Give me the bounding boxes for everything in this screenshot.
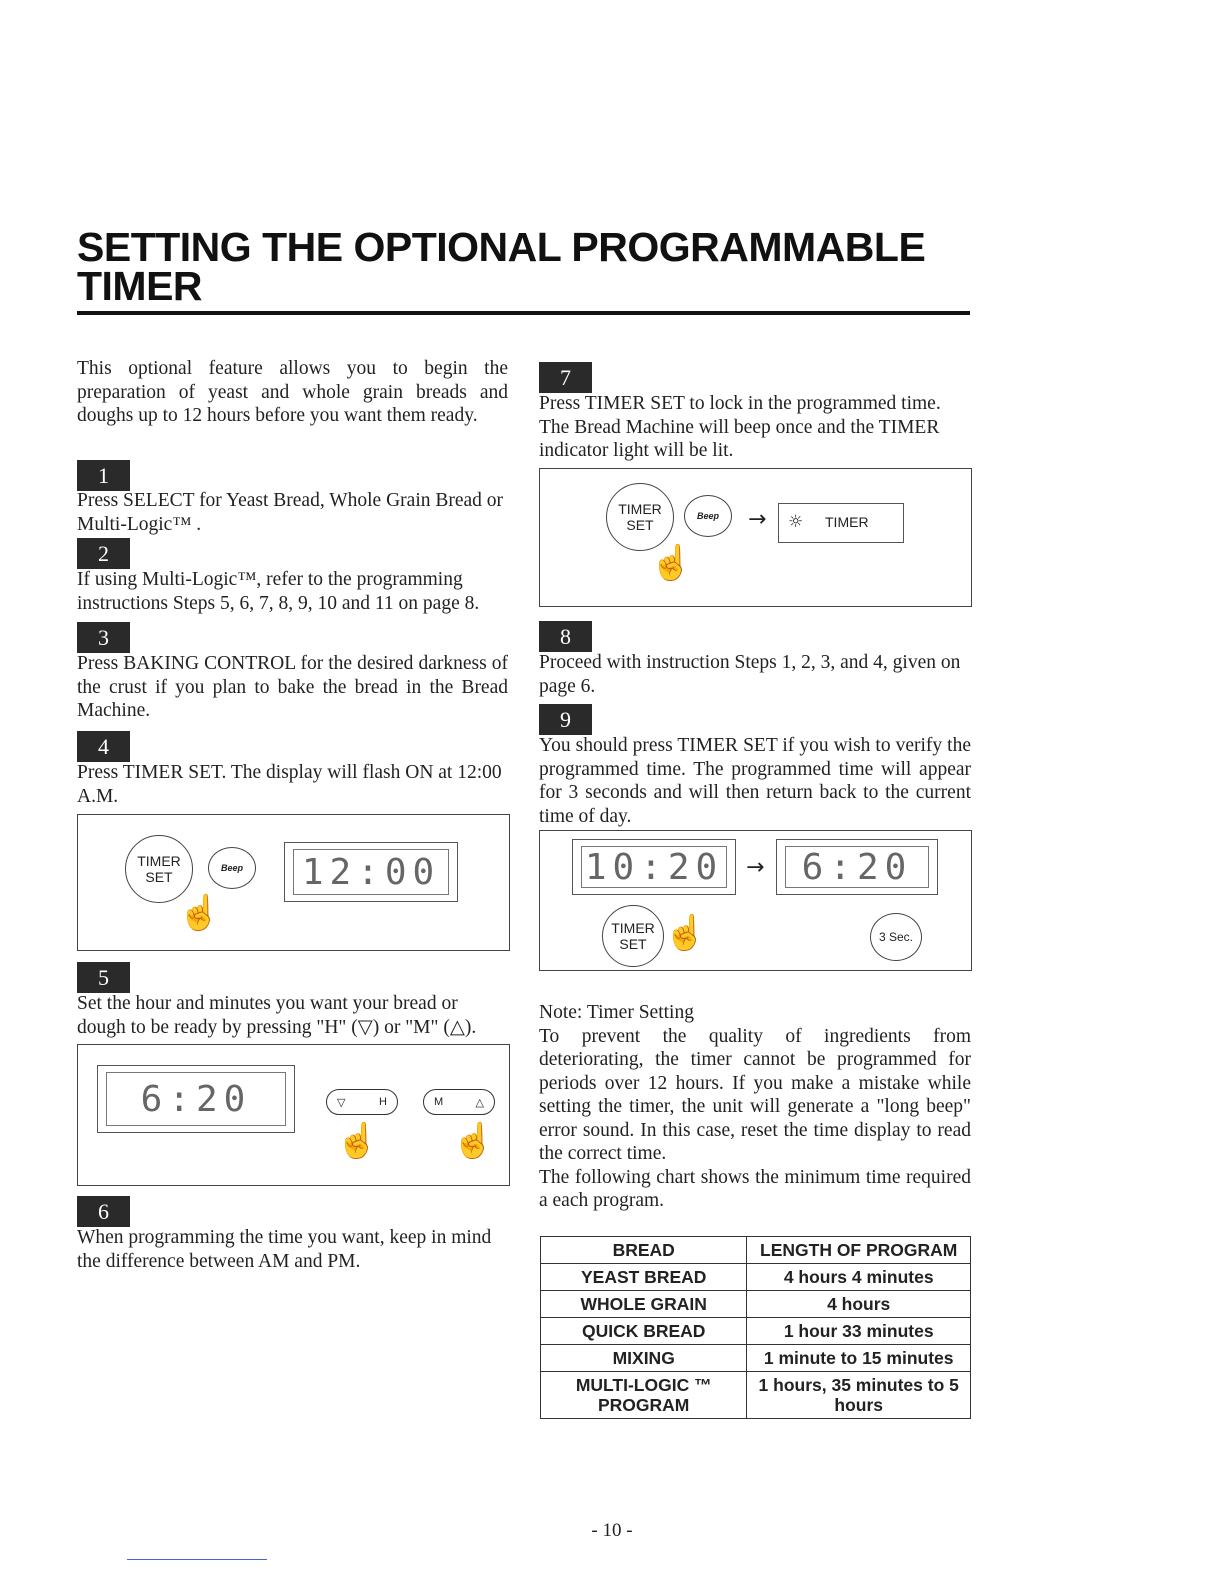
bread-cell: WHOLE GRAIN (541, 1291, 747, 1318)
lcd-display (97, 1065, 295, 1133)
pointing-hand-icon: ☝ (452, 1121, 495, 1161)
timer-indicator-panel (778, 503, 904, 543)
beep-bubble (208, 847, 256, 889)
timer-note (539, 1001, 971, 1213)
step-7 (539, 362, 971, 463)
step-number-badge: 7 (539, 362, 592, 393)
step-text: Set the hour and minutes you want your bread or dough to be ready by pressing "H" (▽) or "M" (△). (77, 993, 477, 1038)
timer-set-button[interactable] (606, 483, 674, 551)
lcd-digits: 6:20 (785, 846, 929, 888)
arrow-right-icon: → (748, 507, 767, 532)
step-number-badge: 6 (77, 1196, 130, 1227)
figure-timer-set-1200 (77, 814, 510, 951)
pointing-hand-icon: ☝ (336, 1121, 379, 1161)
step-number-badge: 4 (77, 731, 130, 762)
step-text: You should press TIMER SET if you wish to verify the programmed time. The programmed time will appear for 3 seconds and will then return back to the current time of day. (539, 735, 971, 827)
pointing-hand-icon: ☝ (178, 893, 221, 933)
minute-label: M (434, 1096, 444, 1108)
link-underline (127, 1559, 267, 1560)
minute-button[interactable] (423, 1089, 495, 1115)
timer-label: TIMER (618, 501, 662, 517)
left-column (77, 357, 508, 428)
table-row (541, 1318, 971, 1345)
header-bread: BREAD (541, 1237, 747, 1264)
set-label: SET (626, 517, 654, 533)
table-row (541, 1345, 971, 1372)
step-8 (539, 621, 971, 698)
light-burst-icon: ☼ (788, 512, 804, 532)
set-label: SET (619, 936, 647, 952)
up-triangle-icon: △ (475, 1096, 484, 1109)
step-5 (77, 962, 508, 1039)
step-2 (77, 538, 508, 615)
lcd-display (284, 842, 458, 902)
three-second-bubble (870, 913, 922, 961)
step-text: If using Multi-Logic™, refer to the programming instructions Steps 5, 6, 7, 8, 9, 10 and 11 on page 8. (77, 569, 480, 614)
step-9 (539, 704, 971, 828)
figure-set-hour-minute (77, 1044, 510, 1186)
length-cell: 4 hours 4 minutes (747, 1264, 971, 1291)
title-rule (77, 311, 970, 315)
step-number-badge: 1 (77, 460, 130, 491)
timer-set-button[interactable] (602, 905, 664, 967)
step-6 (77, 1196, 508, 1273)
bread-cell: MIXING (541, 1345, 747, 1372)
hour-button[interactable] (326, 1089, 398, 1115)
step-text: Press BAKING CONTROL for the desired darkness of the crust if you plan to bake the bread in the Bread Machine. (77, 653, 508, 721)
step-number-badge: 2 (77, 538, 130, 569)
lcd-digits: 6:20 (106, 1072, 286, 1126)
page-title: SETTING THE OPTIONAL PROGRAMMABLE TIMER (77, 224, 926, 309)
step-4 (77, 731, 508, 808)
set-label: SET (145, 869, 173, 885)
step-number-badge: 9 (539, 704, 592, 735)
step-number-badge: 5 (77, 962, 130, 993)
pointing-hand-icon: ☝ (650, 543, 693, 583)
program-length-table (540, 1236, 971, 1419)
timer-indicator-label: TIMER (825, 514, 869, 530)
timer-label: TIMER (137, 853, 181, 869)
step-text: Press TIMER SET to lock in the programmed time. The Bread Machine will beep once and the TIMER indicator light will be lit. (539, 393, 941, 461)
bread-cell: YEAST BREAD (541, 1264, 747, 1291)
beep-bubble (684, 495, 732, 537)
step-text: Proceed with instruction Steps 1, 2, 3, and 4, given on page 6. (539, 652, 961, 697)
down-triangle-icon: ▽ (337, 1096, 346, 1109)
step-1 (77, 460, 508, 536)
figure-verify-time (539, 830, 972, 971)
beep-label: Beep (220, 863, 243, 873)
lcd-display (776, 839, 938, 895)
length-cell: 1 hours, 35 minutes to 5 hours (747, 1372, 971, 1419)
pointing-hand-icon: ☝ (664, 913, 707, 953)
header-length: LENGTH OF PROGRAM (747, 1237, 971, 1264)
timer-label: TIMER (611, 920, 655, 936)
step-3 (77, 622, 508, 723)
step-text: Press SELECT for Yeast Bread, Whole Grain Bread or Multi-Logic™ . (77, 490, 504, 535)
table-row (541, 1291, 971, 1318)
length-cell: 4 hours (747, 1291, 971, 1318)
note-label: Note: (539, 1002, 583, 1023)
step-number-badge: 8 (539, 621, 592, 652)
step-number-badge: 3 (77, 622, 130, 653)
intro-paragraph: This optional feature allows you to begin the preparation of yeast and whole grain breads and doughs up to 12 hours before you want them ready. (77, 358, 508, 426)
step-text: Press TIMER SET. The display will flash ON at 12:00 A.M. (77, 762, 502, 807)
lcd-digits: 12:00 (293, 849, 449, 895)
bread-cell: MULTI-LOGIC ™ PROGRAM (541, 1372, 747, 1419)
chart-intro: The following chart shows the minimum time required a each program. (539, 1166, 971, 1211)
table-header-row (541, 1237, 971, 1264)
beep-label: Beep (696, 511, 719, 521)
lcd-digits: 10:20 (581, 846, 727, 888)
lcd-display (572, 839, 736, 895)
three-second-label: 3 Sec. (878, 930, 914, 944)
length-cell: 1 minute to 15 minutes (747, 1345, 971, 1372)
step-text: When programming the time you want, keep in mind the difference between AM and PM. (77, 1227, 492, 1272)
bread-cell: QUICK BREAD (541, 1318, 747, 1345)
page-number: - 10 - (591, 1520, 633, 1541)
table-row (541, 1264, 971, 1291)
length-cell: 1 hour 33 minutes (747, 1318, 971, 1345)
table-row (541, 1372, 971, 1419)
note-heading: Timer Setting (586, 1002, 694, 1023)
note-body: To prevent the quality of ingredients from deteriorating, the timer cannot be programmed for periods over 12 hours. If you make a mistake while setting the timer, the unit will generate a "long beep" error sound. In this case, reset the time display to read the correct time. (539, 1025, 971, 1164)
arrow-right-icon: → (746, 855, 765, 880)
hour-label: H (379, 1096, 387, 1108)
figure-timer-lock (539, 468, 972, 607)
